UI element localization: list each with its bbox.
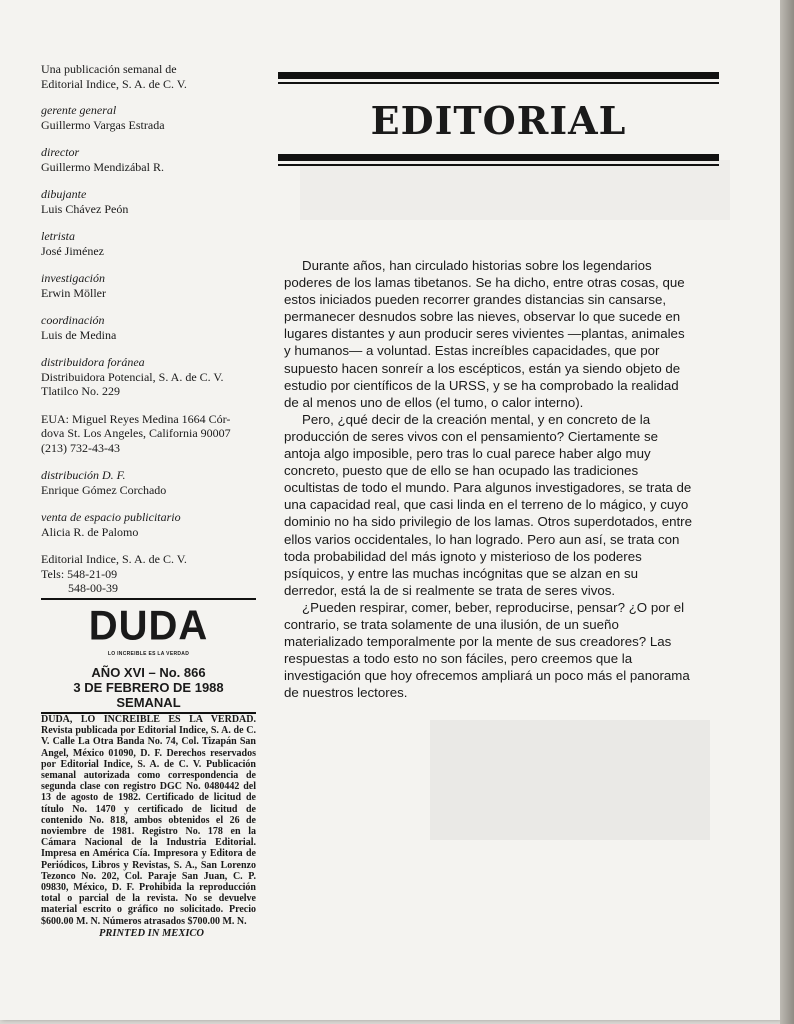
- distributor-line: Distribuidora Potencial, S. A. de C. V.: [41, 369, 224, 384]
- credit-df-distribution: [41, 468, 256, 497]
- duda-logo: [41, 602, 256, 662]
- address-line: dova St. Los Angeles, California 90007: [41, 426, 231, 440]
- address-line: EUA: Miguel Reyes Medina 1664 Cór-: [41, 411, 231, 426]
- masthead-column: [41, 62, 256, 941]
- credit-role: director: [41, 145, 80, 159]
- credit-name: Alicia R. de Palomo: [41, 524, 139, 539]
- credit-director: [41, 145, 256, 174]
- header-bar-bottom-thin: [278, 164, 719, 166]
- show-through-artifact: [430, 720, 710, 840]
- issue-date: 3 DE FEBRERO DE 1988: [73, 680, 224, 695]
- credit-name: Guillermo Vargas Estrada: [41, 117, 165, 132]
- publisher-line: Una publicación semanal de: [41, 62, 177, 76]
- contact-line: Tels: 548-21-09: [41, 566, 118, 581]
- editorial-heading: EDITORIAL: [370, 98, 627, 143]
- credit-name: Guillermo Mendizábal R.: [41, 159, 164, 174]
- logo-title: DUDA: [88, 602, 209, 649]
- header-bar-bottom: [278, 154, 719, 161]
- publisher-block: [41, 62, 256, 91]
- distributor-line: Tlatilco No. 229: [41, 384, 120, 398]
- credit-role: coordinación: [41, 313, 105, 327]
- publisher-line: Editorial Indice, S. A. de C. V.: [41, 76, 187, 91]
- credit-name: José Jiménez: [41, 243, 104, 258]
- contact-line: 548-00-39: [68, 581, 118, 595]
- legal-notice: DUDA, LO INCREIBLE ES LA VERDAD. Revista publicada por Editorial Indice, S. A. de C. V. Calle La Otra Banda No. 74, Col. Tizapán San Angel, México 01090, D. F. Derechos reservados por Editorial Indice, S. A. de C. V. Publicación semanal autorizada como correspondencia de segunda clase con registro DGC No. 0480442 del 13 de agosto de 1982. Certificado de licitud de título No. 1470 y certificado de licitud de contenido No. 818, ambos obtenidos el 26 de noviembre de 1981. Registro No. 178 en la Cámara Nacional de la Industria Editorial. Impresa en América Cía. Impresora y Editora de Periódicos, Libros y Revistas, S. A., San Lorenzo Tezonco No. 202, Col. Paraje San Juan, C. P. 09830, México, D. F. Prohibida la reproducción total o parcial de la revista. No se devuelve material escrito o gráfico no solicitado. Precio $600.00 M. N. Números atrasados $700.00 M. N.: [41, 714, 256, 927]
- credit-role: venta de espacio publicitario: [41, 510, 181, 524]
- usa-address: [41, 412, 256, 456]
- editorial-paragraph: ¿Pueden respirar, comer, beber, reproducirse, pensar? ¿O por el contrario, se trata solamente de una ilusión, de un sueño materializado temporalmente por la mente de sus creadores? Las respuestas a todo esto no son fáciles, pero creemos que la investigación que hoy ofrecemos ampliará un poco más el panorama de nuestros lectores.: [284, 599, 690, 701]
- printed-in: PRINTED IN MEXICO: [98, 927, 204, 939]
- address-line: (213) 732-43-43: [41, 440, 120, 455]
- issue-info: [41, 665, 256, 710]
- credit-role: distribución D. F.: [41, 468, 126, 482]
- header-bar-top-thin: [278, 82, 719, 84]
- editorial-paragraph: Durante años, han circulado historias sobre los legendarios poderes de los lamas tibetanos. Se ha dicho, entre otras cosas, que estos iniciados pueden recorrer grandes distancias sin cansarse, permanecer desnudos sobre las nieves, observar lo que sucede en lugares distantes y aun producir seres vivientes —plantas, animales y humanos— a voluntad. Estas increíbles capacidades, que por supuesto hacen sonreír a los escépticos, están ya siendo objeto de estudio por científicos de la URSS, y se ha comprobado la realidad de al menos uno de ellos (el tumo, o calor interno).: [284, 258, 685, 410]
- credit-research: [41, 271, 256, 300]
- credit-coordination: [41, 313, 256, 342]
- divider: [41, 598, 256, 600]
- issue-frequency: SEMANAL: [116, 695, 181, 710]
- issue-number: AÑO XVI – No. 866: [91, 665, 206, 680]
- editorial-header: [278, 72, 719, 166]
- credit-name: Luis Chávez Peón: [41, 201, 129, 216]
- credit-name: Luis de Medina: [41, 327, 117, 342]
- credit-illustrator: [41, 187, 256, 216]
- credit-role: distribuidora foránea: [41, 355, 145, 369]
- credit-letterer: [41, 229, 256, 258]
- editorial-body: [284, 257, 692, 701]
- credit-name: Erwin Möller: [41, 285, 106, 300]
- credit-ad-sales: [41, 510, 256, 539]
- editorial-paragraph: Pero, ¿qué decir de la creación mental, y en concreto de la producción de seres vivos con el pensamiento? Ciertamente se antoja algo imposible, pero tras lo cual parece haber algo muy concreto, puesto que de ello se han ocupado las tradiciones ocultistas de todo el mundo. Para algunos investigadores, se trata de una capacidad real, que casi linda en el terreno de lo mágico, y cuyo dominio no ha sido privilegio de los lamas. Otros superdotados, entre ellos varios occidentales, lo han logrado. Pero aun así, se trata con toda probabilidad del más ignoto y misterioso de los poderes psíquicos, y entre las muchas incógnitas que se alzan en su derredor, está la de si realmente se trata de seres vivos.: [284, 411, 692, 598]
- credit-name: Enrique Gómez Corchado: [41, 482, 167, 497]
- credit-role: gerente general: [41, 103, 117, 117]
- show-through-artifact: [300, 160, 730, 220]
- contact-block: [41, 552, 256, 596]
- logo-tagline: LO INCREIBLE ES LA VERDAD: [107, 650, 190, 657]
- credit-role: letrista: [41, 229, 76, 243]
- credit-general-manager: [41, 103, 256, 132]
- credit-foreign-distribution: [41, 355, 256, 399]
- contact-line: Editorial Indice, S. A. de C. V.: [41, 552, 187, 566]
- page-edge-shadow: [780, 0, 794, 1024]
- credit-role: dibujante: [41, 187, 87, 201]
- credit-role: investigación: [41, 271, 105, 285]
- header-bar-top: [278, 72, 719, 79]
